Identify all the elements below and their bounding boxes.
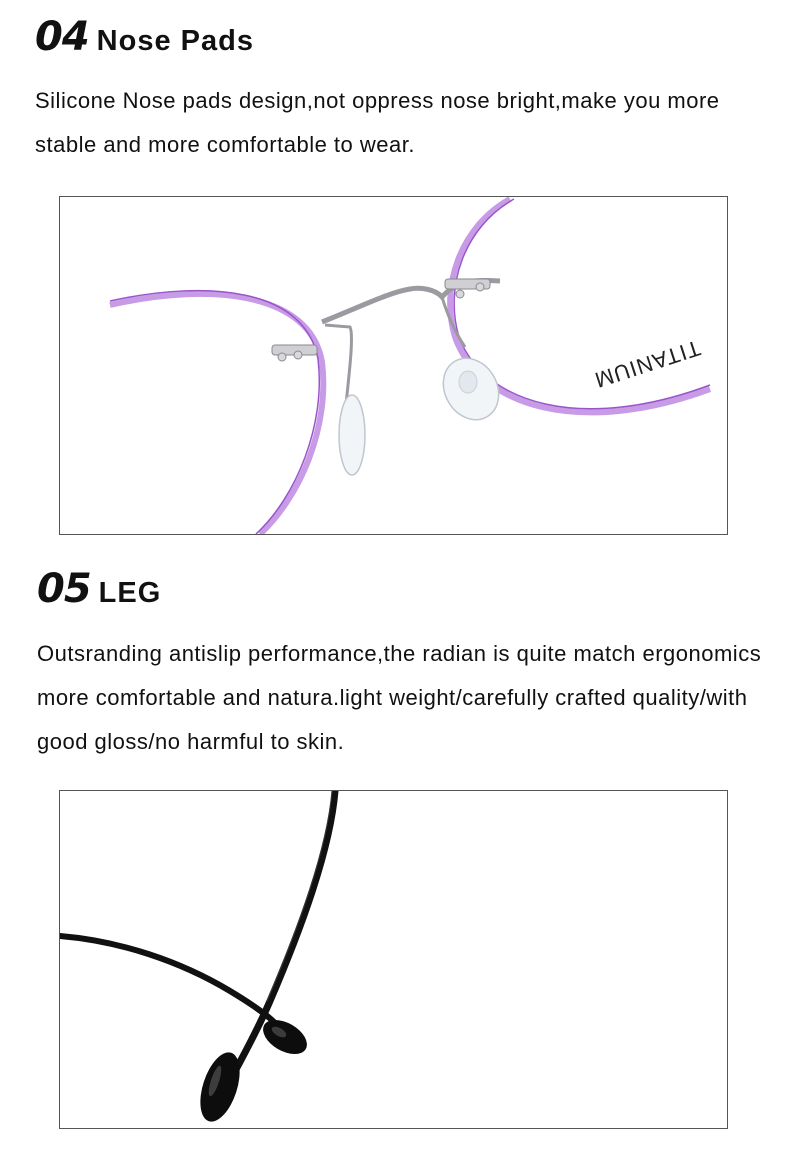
section-04-description: Silicone Nose pads design,not oppress nose bright,make you more stable and more comfortable to wear. (35, 88, 720, 157)
right-nose-pad-center (459, 371, 477, 393)
front-temple-highlight (267, 791, 332, 1001)
section-04-title: Nose Pads (96, 25, 254, 57)
left-lens-rim (110, 294, 323, 534)
back-temple-tip (257, 1013, 313, 1061)
leg-photo (59, 790, 728, 1129)
leg-illustration (60, 791, 727, 1128)
section-04-number: 04 (35, 14, 89, 60)
titanium-engraving: TITANIUM (591, 335, 704, 394)
nose-pads-photo (59, 196, 728, 535)
section-05-title: LEG (98, 577, 162, 609)
nose-pads-illustration (60, 197, 727, 534)
section-05-heading (37, 566, 161, 612)
left-nose-pad (339, 395, 365, 475)
section-04-heading (35, 14, 254, 60)
back-temple-arm (60, 936, 275, 1023)
left-hinge (272, 345, 317, 361)
section-05-description: Outsranding antislip performance,the radian is quite match ergonomics more comfortable and natura.light weight/carefully crafted quality/with good gloss/no harmful to skin. (37, 641, 762, 754)
section-05-number: 05 (37, 566, 91, 612)
